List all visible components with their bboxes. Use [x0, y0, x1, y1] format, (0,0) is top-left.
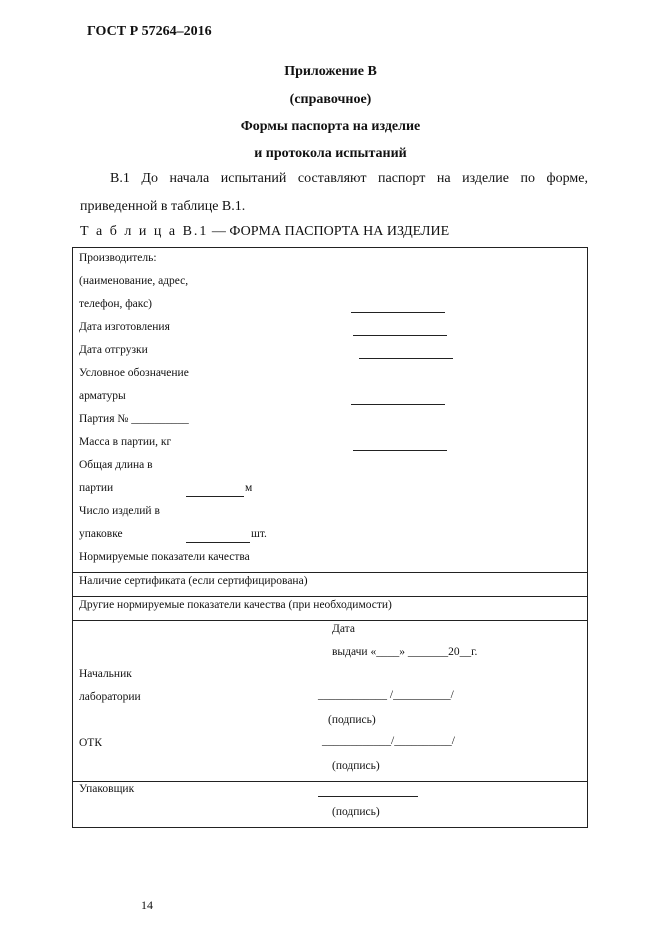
row-divider — [73, 596, 587, 597]
lab-head-signature-line: ____________ /__________/ — [318, 689, 454, 701]
manufacture-date-label: Дата изготовления — [79, 321, 170, 333]
row-divider — [73, 572, 587, 573]
table-caption-prefix: Т а б л и ц а В.1 — [80, 224, 209, 239]
page-number: 14 — [141, 898, 153, 912]
designation-label-line1: Условное обозначение — [79, 367, 189, 379]
otk-label: ОТК — [79, 737, 102, 749]
otk-signature-line: ____________/__________/ — [322, 735, 455, 747]
appendix-title: Приложение В — [284, 64, 377, 79]
issue-date-label-line1: Дата — [332, 623, 355, 635]
packer-label: Упаковщик — [79, 783, 135, 795]
paragraph-line2: приведенной в таблице В.1. — [80, 199, 246, 214]
lab-head-label-line1: Начальник — [79, 668, 132, 680]
packer-signature-blank-line — [318, 796, 418, 797]
manufacturer-label: Производитель: — [79, 252, 157, 264]
manufacturer-hint-line2: телефон, факс) — [79, 298, 153, 310]
row-divider — [73, 620, 587, 621]
certificate-label: Наличие сертификата (если сертифицирована) — [79, 575, 308, 587]
designation-blank-line — [351, 404, 445, 405]
table-caption — [80, 224, 449, 240]
otk-signature-note: (подпись) — [332, 760, 380, 772]
item-count-label-line2: упаковке — [79, 528, 123, 540]
appendix-heading-line2: и протокола испытаний — [254, 146, 407, 161]
manufacture-date-blank-line — [353, 335, 447, 336]
appendix-heading-line1: Формы паспорта на изделие — [240, 119, 421, 134]
manufacturer-hint-line1: (наименование, адрес, — [79, 275, 189, 287]
total-length-unit: м — [245, 482, 253, 494]
shipment-date-blank-line — [359, 358, 453, 359]
row-divider — [73, 781, 587, 782]
batch-number-label — [79, 413, 189, 425]
total-length-label-line1: Общая длина в — [79, 459, 153, 471]
batch-mass-label: Масса в партии, кг — [79, 436, 172, 448]
other-quality-label: Другие нормируемые показатели качества (при необходимости) — [79, 599, 392, 611]
shipment-date-label: Дата отгрузки — [79, 344, 148, 356]
issue-date-label-line2: выдачи «____» _______20__г. — [332, 646, 478, 658]
item-count-blank-line — [186, 542, 250, 543]
document-code: ГОСТ Р 57264–2016 — [87, 24, 212, 39]
passport-form-table — [72, 247, 588, 828]
packer-signature-note: (подпись) — [332, 806, 380, 818]
total-length-label-line2: партии — [79, 482, 114, 494]
quality-indicators-label: Нормируемые показатели качества — [79, 551, 250, 563]
item-count-label-line1: Число изделий в — [79, 505, 160, 517]
appendix-subtitle: (справочное) — [289, 92, 372, 107]
item-count-unit: шт. — [251, 528, 267, 540]
lab-head-signature-note: (подпись) — [328, 714, 376, 726]
paragraph-line1: В.1 До начала испытаний составляют паспорт на изделие по форме, — [110, 171, 588, 186]
table-caption-title: — ФОРМА ПАСПОРТА НА ИЗДЕЛИЕ — [211, 224, 450, 239]
lab-head-label-line2: лаборатории — [79, 691, 141, 703]
manufacturer-blank-line — [351, 312, 445, 313]
batch-mass-blank-line — [353, 450, 447, 451]
batch-number-text: Партия № — [79, 413, 129, 425]
designation-label-line2: арматуры — [79, 390, 126, 402]
total-length-blank-line — [186, 496, 244, 497]
batch-number-blank: __________ — [131, 413, 189, 425]
